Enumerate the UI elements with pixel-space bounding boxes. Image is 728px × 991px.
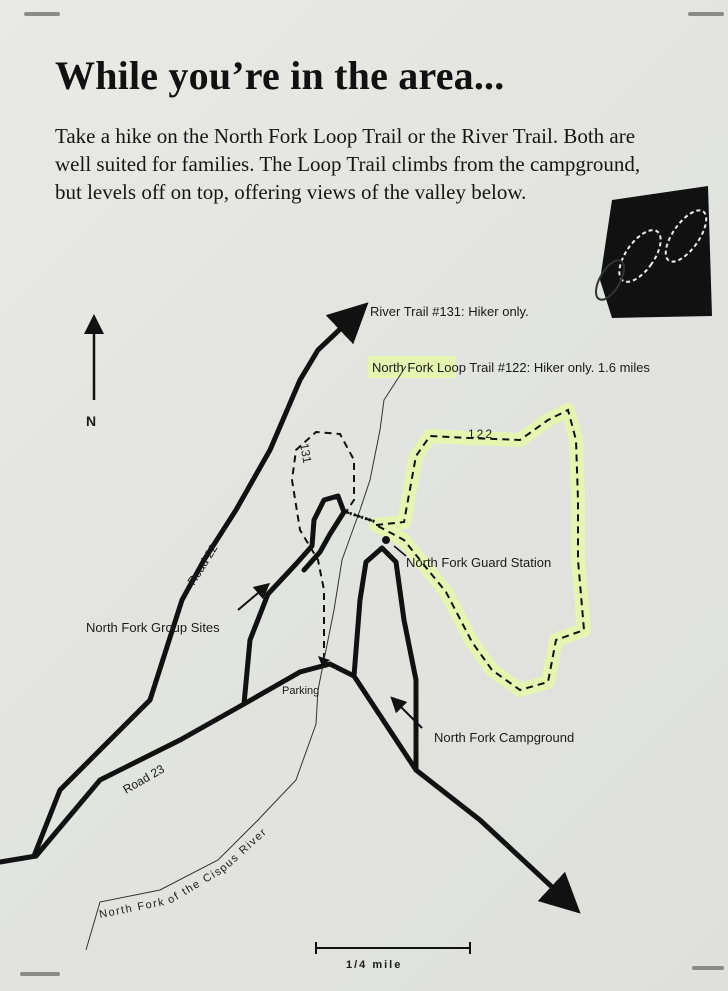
river-label-path: North Fork of the Cispus River [98,825,270,921]
parking-label: Parking [282,685,320,697]
loop-trail-label: North Fork Loop Trail #122: Hiker only. 1.6 miles [372,360,650,375]
campground-road [354,548,416,770]
river-trail-131 [292,432,376,660]
road-23 [0,664,566,900]
hiking-boot-prints-icon [590,186,714,318]
scale-bar [316,942,470,971]
group-sites-label: North Fork Group Sites [86,620,220,635]
intro-line-1: Take a hike on the North Fork Loop Trail or the River Trail. Both are [55,124,636,148]
north-arrow [86,324,96,429]
intro-line-2: well suited for families. The Loop Trail climbs from the campground, [55,152,641,176]
page-title: While you’re in the area... [55,53,505,98]
group-sites-arrow [238,588,264,610]
guard-station-label: North Fork Guard Station [406,555,552,570]
road-22-label: Road 22 [184,541,221,588]
intro-line-3: but levels off on top, offering views of the valley below. [55,180,527,204]
road-23-label: Road 23 [120,761,167,797]
north-label: N [86,413,97,429]
river-label [98,826,270,921]
guard-station-marker [382,536,390,544]
scale-label: 1/4 mile [346,959,403,971]
river-trail-number: 131 [297,442,315,465]
river-trail-label: River Trail #131: Hiker only. [370,304,529,319]
campground-label: North Fork Campground [434,730,575,745]
loop-trail-number: 122 [468,427,495,441]
